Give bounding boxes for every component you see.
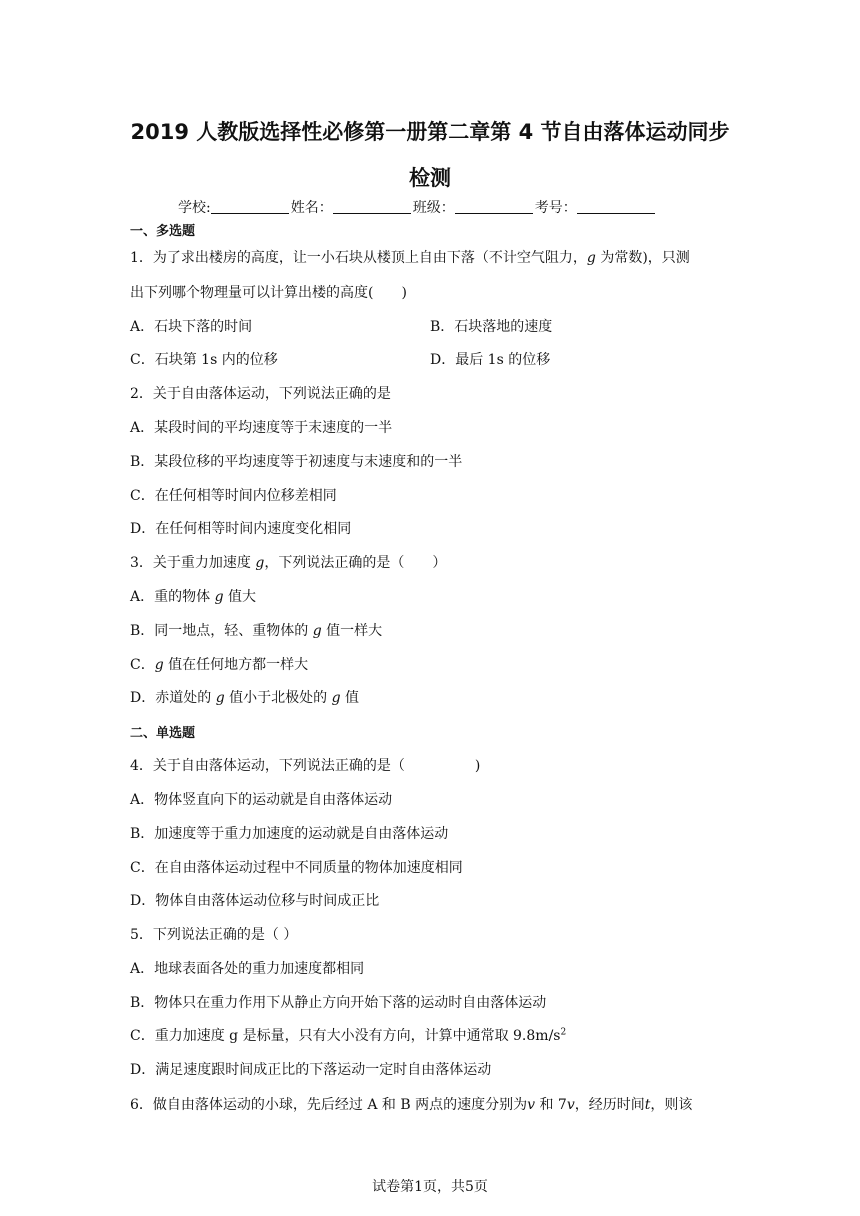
q5-option-d: D．满足速度跟时间成正比的下落运动一定时自由落体运动	[130, 1062, 492, 1078]
class-blank[interactable]	[455, 199, 533, 214]
q5-option-b: B．物体只在重力作用下从静止方向开始下落的运动时自由落体运动	[130, 995, 547, 1011]
q2-option-d: D．在任何相等时间内速度变化相同	[130, 521, 352, 537]
q1-option-a: A．石块下落的时间	[130, 319, 253, 335]
q1-option-b: B．石块落地的速度	[430, 319, 553, 335]
q5-option-c: C．重力加速度 g 是标量，只有大小没有方向，计算中通常取 $9.8m/s^2$	[130, 1027, 567, 1044]
paper-title-line1: 2019 人教版选择性必修第一册第二章第 4 节自由落体运动同步	[130, 120, 730, 144]
q2-option-b: B．某段位移的平均速度等于初速度与末速度和的一半	[130, 454, 463, 470]
q5-stem: 5．下列说法正确的是（ ）	[130, 927, 298, 943]
name-label: 姓名：	[290, 200, 333, 216]
q3-option-d: D．赤道处的 g 值小于北极处的 g 值	[130, 690, 359, 706]
school-label: 学校:	[178, 200, 211, 216]
class-label: 班级：	[412, 200, 455, 216]
exam-no-blank[interactable]	[577, 199, 655, 214]
q1-option-d: D．最后 1s 的位移	[430, 352, 551, 368]
q4-option-c: C．在自由落体运动过程中不同质量的物体加速度相同	[130, 860, 463, 876]
q3-option-c: C．g 值在任何地方都一样大	[130, 657, 309, 673]
section-heading-single: 二、单选题	[130, 726, 196, 741]
q2-option-a: A．某段时间的平均速度等于末速度的一半	[130, 420, 393, 436]
q1-option-c: C．石块第 1s 内的位移	[130, 352, 278, 368]
q2-stem: 2．关于自由落体运动，下列说法正确的是	[130, 386, 391, 402]
q5-option-a: A．地球表面各处的重力加速度都相同	[130, 961, 365, 977]
q4-option-a: A．物体竖直向下的运动就是自由落体运动	[130, 792, 393, 808]
student-info-row	[178, 197, 657, 217]
q3-stem: 3．关于重力加速度 g，下列说法正确的是（ ）	[130, 555, 447, 571]
page-footer: 试卷第1页，共5页	[372, 1179, 488, 1195]
q3-option-a: A．重的物体 g 值大	[130, 589, 256, 605]
q4-option-b: B．加速度等于重力加速度的运动就是自由落体运动	[130, 826, 449, 842]
school-blank[interactable]	[211, 199, 289, 214]
q4-stem: 4．关于自由落体运动，下列说法正确的是（ )	[130, 758, 481, 774]
q2-option-c: C．在任何相等时间内位移差相同	[130, 488, 337, 504]
q3-option-b: B．同一地点，轻、重物体的 g 值一样大	[130, 623, 383, 639]
name-blank[interactable]	[333, 199, 411, 214]
section-heading-multi: 一、多选题	[130, 224, 196, 239]
paper-title-line2: 检测	[409, 166, 451, 190]
q6-stem: 6．做自由落体运动的小球，先后经过 A 和 B 两点的速度分别为v 和 7v，经历时间t，则该	[130, 1097, 693, 1113]
exam-no-label: 考号：	[534, 200, 577, 216]
q1-stem-cont: 出下列哪个物理量可以计算出楼的高度( )	[130, 285, 407, 301]
q4-option-d: D．物体自由落体运动位移与时间成正比	[130, 893, 380, 909]
q1-stem: 1．为了求出楼房的高度，让一小石块从楼顶上自由下落（不计空气阻力，g 为常数)，只测	[130, 250, 690, 266]
